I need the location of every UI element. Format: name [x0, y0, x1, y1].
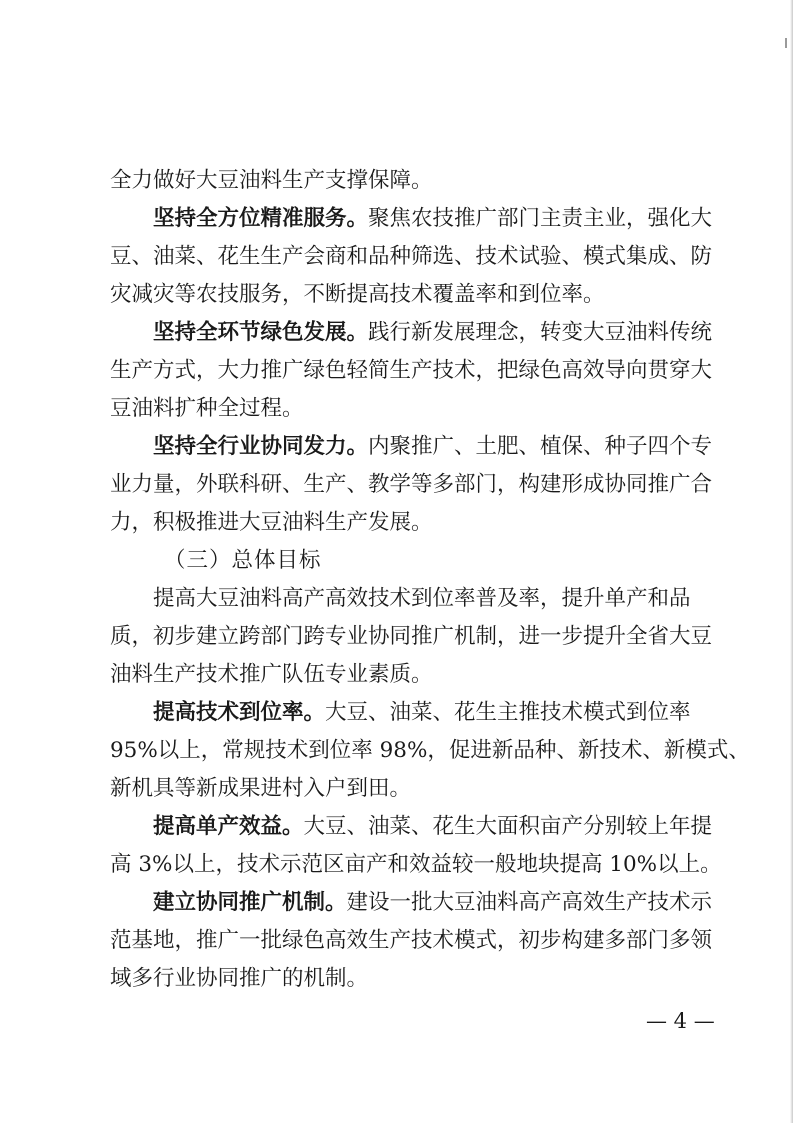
- paragraph-text: 灾减灾等农技服务，不断提高技术覆盖率和到位率。: [110, 282, 605, 307]
- bold-lead-text: 坚持全方位精准服务。: [153, 206, 369, 231]
- paragraph-text: 新机具等新成果进村入户到田。: [110, 776, 412, 801]
- paragraph-text: 豆、油菜、花生生产会商和品种筛选、技术试验、模式集成、防: [110, 244, 713, 269]
- paragraph-text: 高 3%以上，技术示范区亩产和效益较一般地块提高 10%以上。: [110, 852, 722, 877]
- paragraph-line: [110, 466, 713, 504]
- paragraph-text: 范基地，推广一批绿色高效生产技术模式，初步构建多部门多领: [110, 928, 713, 953]
- paragraph-line: [110, 884, 713, 922]
- paragraph-text: 力，积极推进大豆油料生产发展。: [110, 510, 433, 535]
- paragraph-line: [110, 428, 713, 466]
- paragraph-line: [110, 200, 713, 238]
- bold-lead-text: 提高技术到位率。: [153, 700, 326, 725]
- paragraph-text: 全力做好大豆油料生产支撑保障。: [110, 168, 433, 193]
- paragraph-line: [110, 770, 710, 808]
- paragraph-line: [110, 656, 710, 694]
- paragraph-line: [110, 618, 713, 656]
- paragraph-text: 聚焦农技推广部门主责主业，强化大: [368, 206, 713, 231]
- paragraph-line: [110, 580, 710, 618]
- paragraph-line: [110, 922, 713, 960]
- bold-lead-text: 建立协同推广机制。: [153, 890, 347, 915]
- paragraph-line: [110, 352, 713, 390]
- paragraph-line: [110, 846, 722, 884]
- paragraph-line: [110, 314, 713, 352]
- paragraph-text: 质，初步建立跨部门跨专业协同推广机制，进一步提升全省大豆: [110, 624, 713, 649]
- paragraph-line: [110, 504, 710, 542]
- paragraph-text: 业力量，外联科研、生产、教学等多部门，构建形成协同推广合: [110, 472, 713, 497]
- paragraph-line: [110, 808, 713, 846]
- scan-mark: [785, 38, 787, 48]
- paragraph-text: 大豆、油菜、花生大面积亩产分别较上年提: [303, 814, 713, 839]
- paragraph-line: [110, 390, 710, 428]
- paragraph-text: 豆油料扩种全过程。: [110, 396, 304, 421]
- paragraph-text: 建设一批大豆油料高产高效生产技术示: [346, 890, 713, 915]
- paragraph-line: [110, 732, 750, 770]
- paragraph-line: [110, 162, 710, 200]
- paragraph-text: 域多行业协同推广的机制。: [110, 966, 369, 991]
- section-heading-line: [110, 542, 710, 580]
- page-number: — 4 —: [646, 1009, 715, 1033]
- section-heading: （三）总体目标: [164, 548, 322, 573]
- bold-lead-text: 提高单产效益。: [153, 814, 304, 839]
- bold-lead-text: 坚持全行业协同发力。: [153, 434, 369, 459]
- document-body: [110, 162, 750, 998]
- paragraph-line: [110, 238, 713, 276]
- bold-lead-text: 坚持全环节绿色发展。: [153, 320, 369, 345]
- paragraph-text: 油料生产技术推广队伍专业素质。: [110, 662, 433, 687]
- paragraph-text: 大豆、油菜、花生主推技术模式到位率: [325, 700, 691, 725]
- paragraph-text: 生产方式，大力推广绿色轻简生产技术，把绿色高效导向贯穿大: [110, 358, 713, 383]
- paragraph-text: 践行新发展理念，转变大豆油料传统: [368, 320, 713, 345]
- paragraph-line: [110, 694, 710, 732]
- paragraph-text: 内聚推广、土肥、植保、种子四个专: [368, 434, 713, 459]
- paragraph-text: 95%以上，常规技术到位率 98%，促进新品种、新技术、新模式、: [110, 738, 750, 763]
- paragraph-line: [110, 276, 710, 314]
- paragraph-line: [110, 960, 710, 998]
- paragraph-text: 提高大豆油料高产高效技术到位率普及率，提升单产和品: [153, 586, 691, 611]
